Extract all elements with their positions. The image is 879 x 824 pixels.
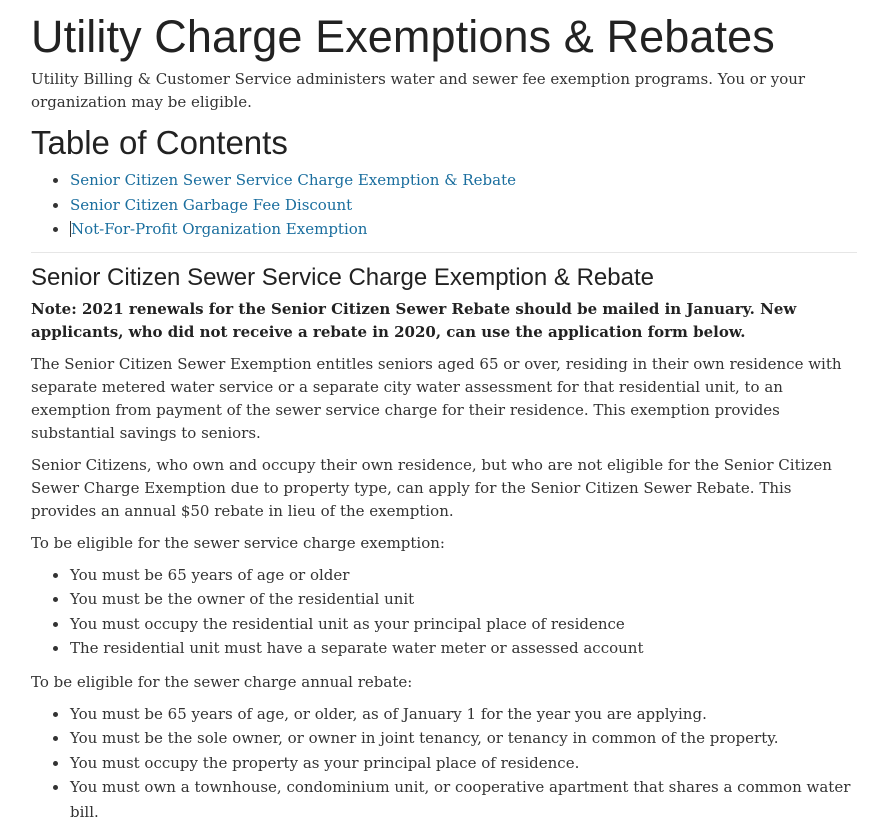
list-item: You must occupy the property as your principal place of residence. <box>70 751 857 776</box>
toc-link-garbage-discount[interactable]: Senior Citizen Garbage Fee Discount <box>70 196 352 214</box>
list-item: You must be 65 years of age or older <box>70 563 857 588</box>
rebate-eligibility-lead: To be eligible for the sewer charge annual rebate: <box>31 671 857 694</box>
section-title: Senior Citizen Sewer Service Charge Exemption & Rebate <box>31 263 857 293</box>
toc-title: Table of Contents <box>31 123 857 163</box>
exemption-requirements-list <box>31 563 857 661</box>
toc-link-nonprofit-exemption[interactable]: Not-For-Profit Organization Exemption <box>71 220 367 238</box>
toc-list <box>31 168 857 242</box>
page-title: Utility Charge Exemptions & Rebates <box>31 11 857 63</box>
exemption-description: The Senior Citizen Sewer Exemption entitles seniors aged 65 or over, residing in their own residence with separate metered water service or a separate city water assessment for that residential unit, to an exemption from payment of the sewer service charge for their residence. This exemption provides substantial savings to seniors. <box>31 353 857 445</box>
toc-item <box>70 217 857 242</box>
list-item: You must be 65 years of age, or older, as of January 1 for the year you are applying. <box>70 702 857 727</box>
list-item: You must be the sole owner, or owner in joint tenancy, or tenancy in common of the property. <box>70 726 857 751</box>
toc-item <box>70 168 857 193</box>
list-item: You must own a townhouse, condominium unit, or cooperative apartment that shares a common water bill. <box>70 775 857 824</box>
toc-link-sewer-exemption[interactable]: Senior Citizen Sewer Service Charge Exemption & Rebate <box>70 171 516 189</box>
renewal-note: Note: 2021 renewals for the Senior Citizen Sewer Rebate should be mailed in January. New applicants, who did not receive a rebate in 2020, can use the application form below. <box>31 298 857 344</box>
list-item: You must occupy the residential unit as your principal place of residence <box>70 612 857 637</box>
exemption-eligibility-lead: To be eligible for the sewer service charge exemption: <box>31 532 857 555</box>
section-divider <box>31 252 857 253</box>
list-item: You must be the owner of the residential unit <box>70 587 857 612</box>
toc-item <box>70 193 857 218</box>
intro-text: Utility Billing & Customer Service administers water and sewer fee exemption programs. You or your organization may be eligible. <box>31 68 857 114</box>
rebate-requirements-list <box>31 702 857 824</box>
page-content <box>31 0 857 824</box>
rebate-description: Senior Citizens, who own and occupy their own residence, but who are not eligible for the Senior Citizen Sewer Charge Exemption due to property type, can apply for the Senior Citizen Sewer Rebate. This provides an annual $50 rebate in lieu of the exemption. <box>31 454 857 523</box>
list-item: The residential unit must have a separate water meter or assessed account <box>70 636 857 661</box>
